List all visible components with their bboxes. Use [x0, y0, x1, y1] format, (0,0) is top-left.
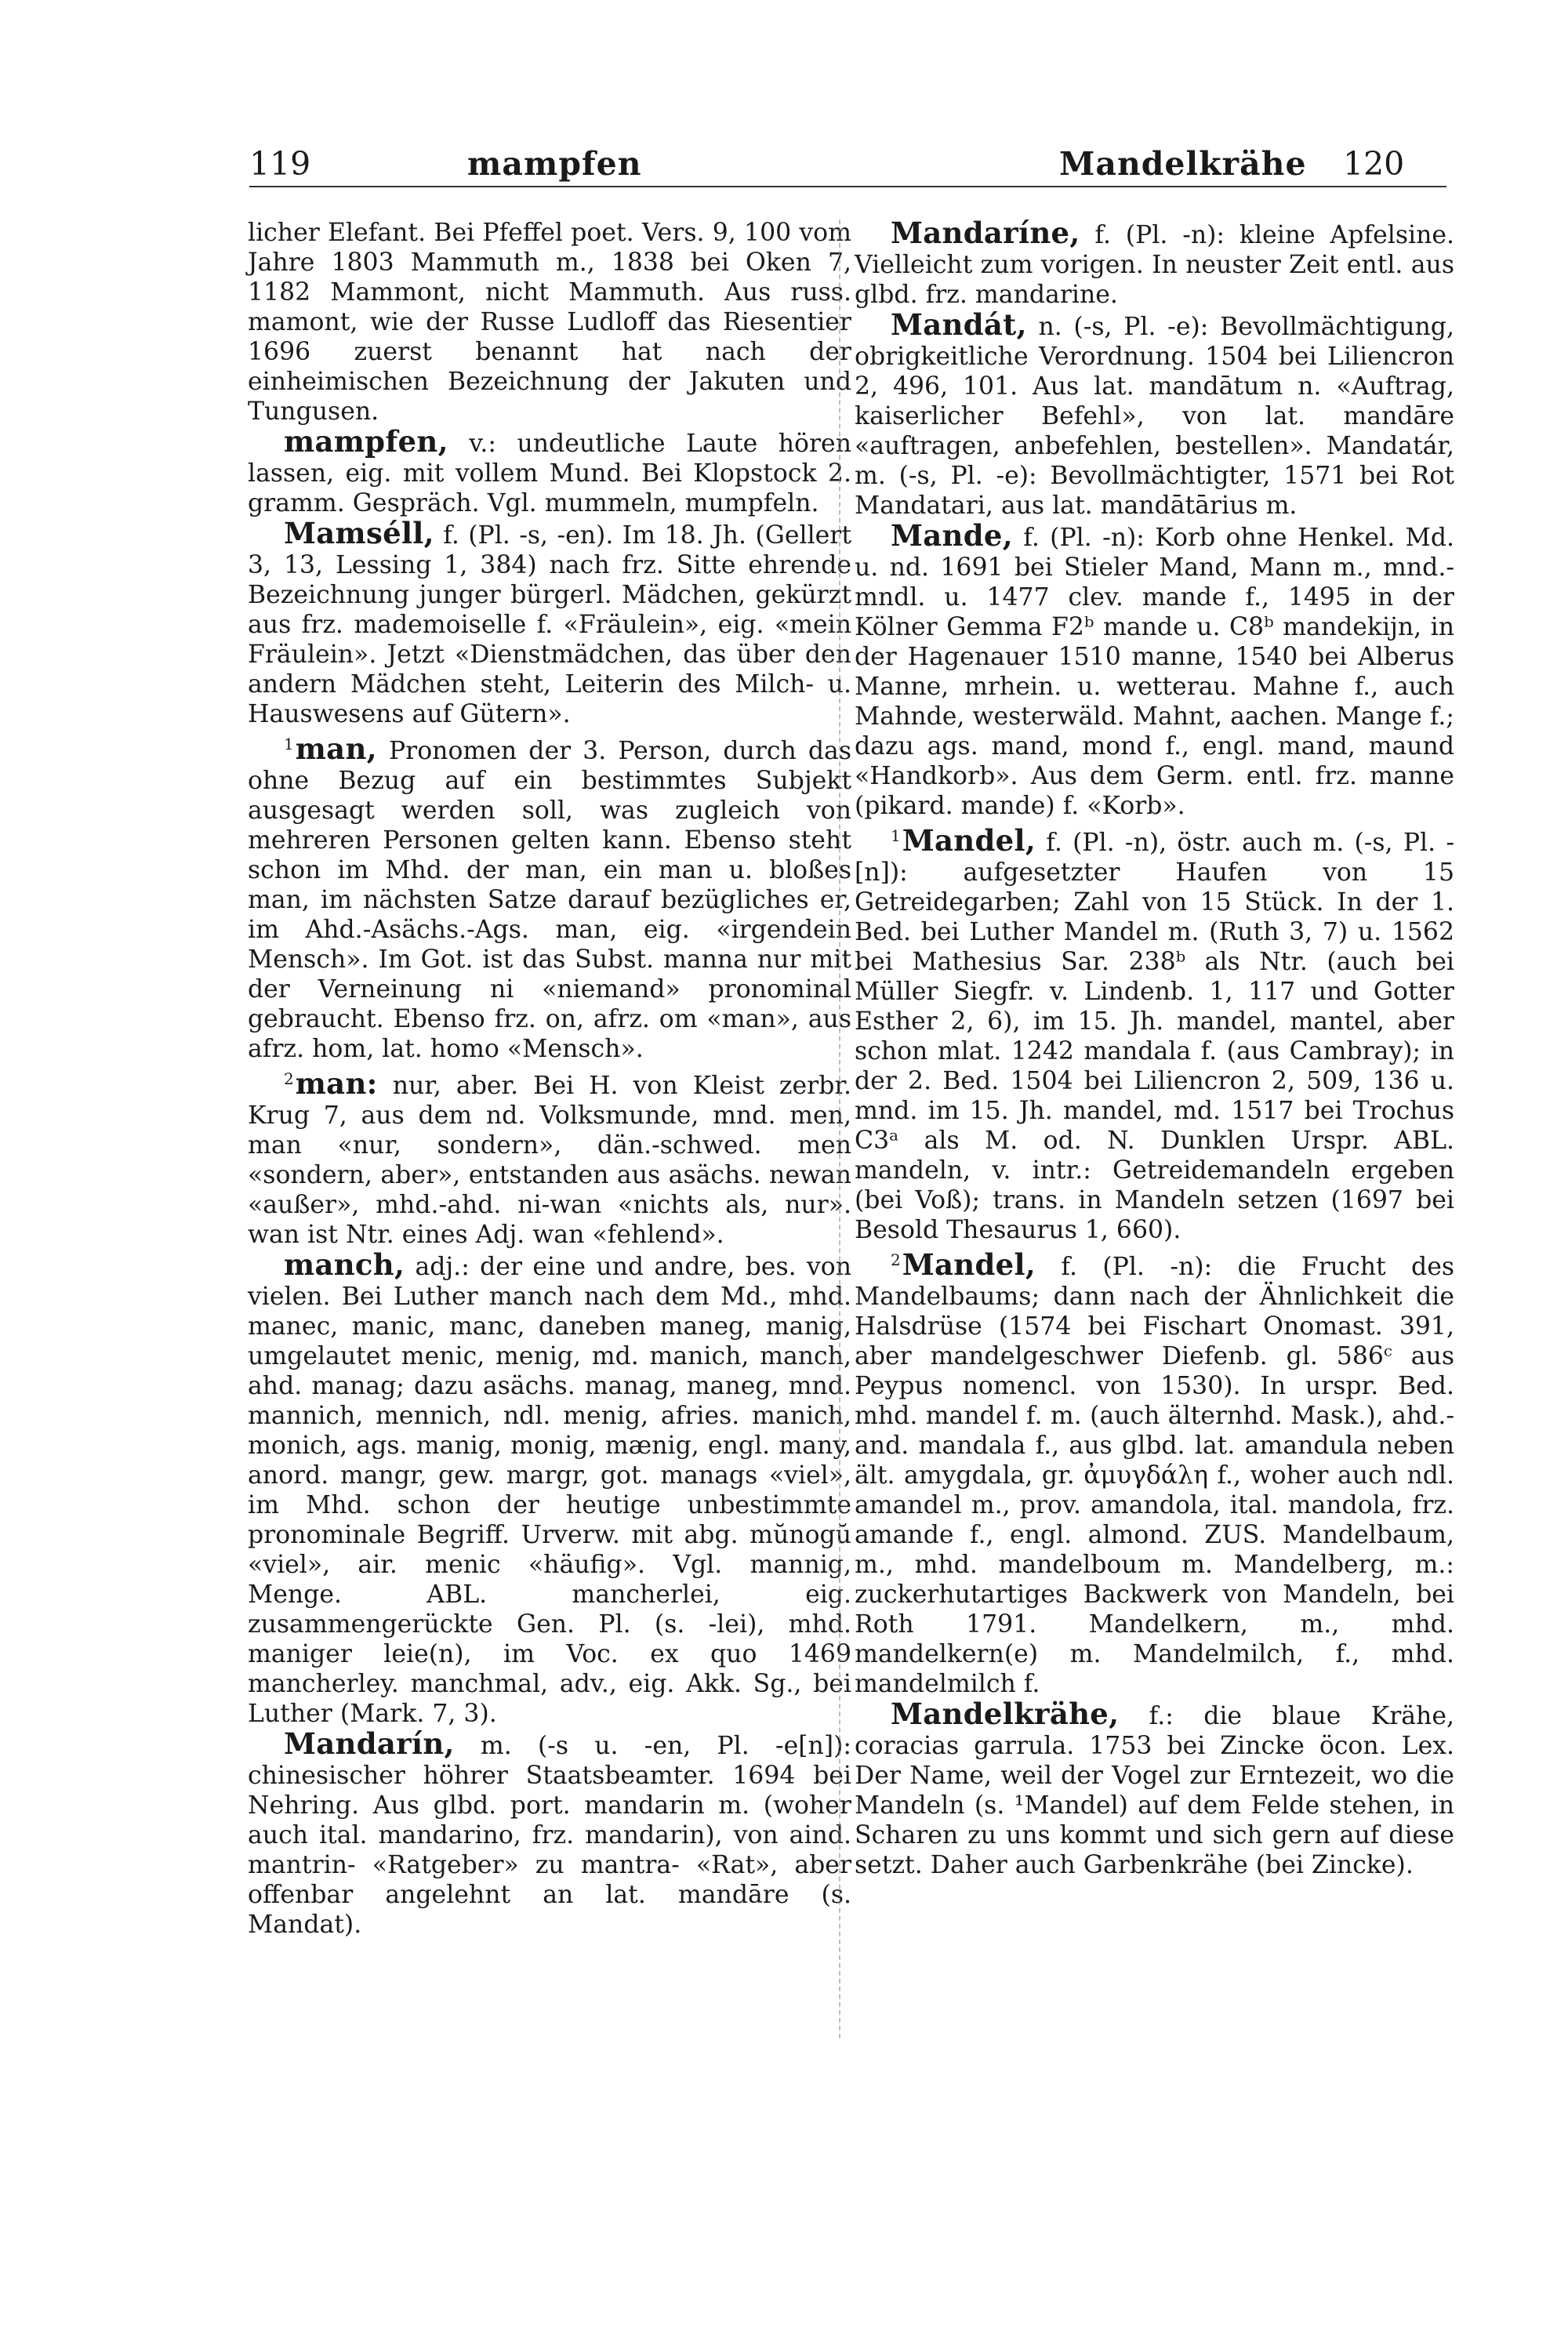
entry-text: östr. auch m. (-s, Pl. -[n]): aufgesetzter Haufen von 15 Getreidegarben; Zahl von 15 Stück. In der 1. Bed. bei Luther Mandel m. (Ruth 3, 7) u. 1562 bei Mathesius Sar. 238ᵇ als Ntr. (auch bei Müller Siegfr. v. Lindenb. 1, 117 und Gotter Esther 2, 6), im 15. Jh. mandel, mantel, aber schon mlat. 1242 mandala f. (aus Cambray); in der 2. Bed. 1504 bei Liliencron 2, 509, 136 u. mnd. im 15. Jh. mandel, md. 1517 bei Trochus C3ᵃ als M. od. N. Dunklen Urspr. ABL. mandeln, v. intr.: Getreidemandeln ergeben (bei Voß); trans. in Mandeln setzen (1697 bei Besold Thesaurus 1, 660). — [855, 829, 1455, 1244]
entry-text: Im 18. Jh. (Gellert 3, 13, Lessing 1, 384) nach frz. Sitte ehrende Bezeichnung junger bürgerl. Mädchen, gekürzt aus frz. mademoiselle f. «Fräulein», eig. «mein Fräulein». Jetzt «Dienstmädchen, das über den andern Mädchen steht, Leiterin des Milch- u. Hauswesens auf Gütern». — [248, 521, 851, 728]
entry-text: Korb ohne Henkel. Md. u. nd. 1691 bei Stieler Mand, Mann m., mnd.-mndl. u. 1477 clev. mande f., 1495 in der Kölner Gemma F2ᵇ mande u. C8ᵇ mandekijn, in der Hagenauer 1510 manne, 1540 bei Alberus Manne, mrhein. u. wetterau. Mahne f., auch Mahnde, westerwäld. Mahnt, aachen. Mange f.; dazu ags. mand, mond f., engl. mand, maund «Handkorb». Aus dem Germ. entl. frz. manne (pikard. mande) f. «Korb». — [855, 524, 1454, 820]
entry-text: undeutliche Laute hören lassen, eig. mit vollem Mund. Bei Klopstock 2. gramm. Gespräch. Vgl. mummeln, mumpfeln. — [248, 430, 851, 517]
dictionary-entry — [855, 307, 1454, 521]
entry-text: Pronomen der 3. Person, durch das ohne Bezug auf ein bestimmtes Subjekt ausgesagt werden soll, was zugleich von mehreren Personen gelten kann. Ebenso steht schon im Mhd. der man, ein man u. bloßes man, im nächsten Satze darauf bezügliches er, im Ahd.-Asächs.-Ags. man, eig. «irgendein Mensch». Im Got. ist das Subst. manna nur mit der Verneinung ni «niemand» pronominal gebraucht. Ebenso frz. on, afrz. om «man», aus afrz. hom, lat. homo «Mensch». — [248, 737, 851, 1063]
entry-grammar: f.: — [1149, 1702, 1174, 1730]
entry-grammar: m. (-s u. -en, Pl. -e[n]): — [480, 1732, 851, 1760]
entry-grammar: v.: — [469, 430, 496, 458]
entry-grammar: f. (Pl. -n): — [1094, 221, 1225, 249]
entry-text: die blaue Krähe, coracias garrula. 1753 bei Zincke öcon. Lex. Der Name, weil der Vogel zur Erntezeit, wo die Mandeln (s. ¹Mandel) auf dem Felde stehen, in Scharen zu uns kommt und sich gern auf diese setzt. Daher auch Garbenkrähe (bei Zincke). — [855, 1702, 1455, 1879]
left-column — [248, 218, 851, 1940]
entry-text: der eine und andre, bes. von vielen. Bei Luther manch nach dem Md., mhd. manec, manic, manc, daneben maneg, manig, umgelautet menic, menig, md. manich, manch, ahd. manag; dazu asächs. manag, maneg, mnd. mannich, mennich, ndl. menig, afries. manich, monich, ags. manig, monig, mænig, engl. many, anord. mangr, gew. margr, got. manags «viel», im Mhd. schon der heutige unbestimmte pronominale Begriff. Urverw. mit abg. mŭnogŭ «viel», air. menic «häufig». Vgl. mannig, Menge. ABL. mancherlei, eig. zusammengerückte Gen. Pl. (s. -lei), mhd. maniger leie(n), im Voc. ex quo 1469 mancherley. manchmal, adv., eig. Akk. Sg., bei Luther (Mark. 7, 3). — [248, 1253, 851, 1728]
entry-headword: Mandel, — [902, 1247, 1036, 1282]
left-guide-word: mampfen — [467, 145, 642, 183]
entry-grammar: n. (-s, Pl. -e): — [1038, 313, 1209, 341]
dictionary-entry — [248, 1247, 851, 1729]
dictionary-entry — [855, 1699, 1454, 1880]
right-column — [855, 218, 1454, 1880]
entry-text: licher Elefant. Bei Pfeffel poet. Vers. 9, 100 vom Jahre 1803 Mammuth m., 1838 bei Oken 7, 1182 Mammont, nicht Mammuth. Aus russ. mamont, wie der Russe Ludloff das Riesentier 1696 zuerst benannt hat nach der einheimischen Bezeichnung der Jakuten und Tungusen. — [248, 219, 851, 426]
dictionary-entry — [855, 1245, 1454, 1699]
dictionary-entry — [855, 218, 1454, 310]
entry-headword: man: — [295, 1066, 378, 1101]
homonym-number: 2 — [891, 1250, 901, 1269]
left-page-number: 119 — [249, 145, 311, 183]
entry-headword: Mandel, — [902, 823, 1036, 858]
dictionary-entry — [248, 1064, 851, 1250]
entry-text: Bevollmächtigung, obrigkeitliche Verordnung. 1504 bei Liliencron 2, 496, 101. Aus lat. mandātum n. «Auftrag, kaiserlicher Befehl», von lat. mandāre «auftragen, anbefehlen, bestellen». Mandatár, m. (-s, Pl. -e): Bevollmächtigter, 1571 bei Rot Mandatari, aus lat. mandātārius m. — [855, 313, 1454, 520]
entry-headword: Mandarín, — [284, 1726, 455, 1761]
dictionary-entry — [855, 518, 1454, 821]
entry-text: kleine Apfelsine. Vielleicht zum vorigen. In neuster Zeit entl. aus glbd. frz. mandarine. — [855, 221, 1455, 309]
entry-headword: manch, — [284, 1247, 405, 1282]
dictionary-entry — [248, 518, 851, 729]
homonym-number: 1 — [891, 826, 901, 845]
right-guide-word: Mandelkrähe — [1059, 145, 1307, 183]
entry-grammar: f. (Pl. -n), — [1046, 829, 1167, 857]
entry-grammar: f. (Pl. -n): — [1061, 1253, 1213, 1281]
dictionary-entry — [248, 218, 851, 426]
homonym-number: 2 — [284, 1069, 294, 1088]
entry-headword: Mandelkrähe, — [891, 1697, 1120, 1731]
entry-text: nur, aber. Bei H. von Kleist zerbr. Krug 7, aus dem nd. Volksmunde, mnd. men, man «nur, sondern», dän.-schwed. men «sondern, aber», entstanden aus asächs. newan «außer», mhd.-ahd. ni-wan «nichts als, nur». wan ist Ntr. eines Adj. wan «fehlend». — [248, 1072, 851, 1249]
homonym-number: 1 — [284, 735, 294, 753]
entry-headword: Mande, — [891, 518, 1013, 553]
entry-headword: Mandaríne, — [891, 216, 1080, 250]
dictionary-entry — [248, 426, 851, 518]
entry-text: chinesischer höhrer Staatsbeamter. 1694 bei Nehring. Aus glbd. port. mandarin m. (woher auch ital. mandarino, frz. mandarin), von aind. mantrin- «Ratgeber» zu mantra- «Rat», aber offenbar angelehnt an lat. mandāre (s. Mandat). — [248, 1762, 851, 1939]
entry-text: die Frucht des Mandelbaums; dann nach der Ähnlichkeit die Halsdrüse (1574 bei Fischart Onomast. 391, aber mandelgeschwer Diefenb. gl. 586ᶜ aus Peypus nomencl. von 1530). In urspr. Bed. mhd. mandel f. m. (auch älternhd. Mask.), ahd.-and. mandala f., aus glbd. lat. amandula neben ält. amygdala, gr. ἀμυγδάλη f., woher auch ndl. amandel m., prov. amandola, ital. mandola, frz. amande f., engl. almond. ZUS. Mandelbaum, m., mhd. mandelboum m. Mandelberg, m.: zuckerhutartiges Backwerk von Mandeln, bei Roth 1791. Mandelkern, m., mhd. mandelkern(e) m. Mandelmilch, f., mhd. mandelmilch f. — [855, 1253, 1455, 1698]
dictionary-entry — [248, 1726, 851, 1940]
right-page-number: 120 — [1343, 145, 1405, 183]
entry-headword: Mamséll, — [284, 516, 434, 550]
entry-grammar: f. (Pl. -n): — [1023, 524, 1145, 552]
header-rule — [249, 186, 1446, 187]
entry-headword: Mandát, — [891, 307, 1027, 342]
running-header — [249, 145, 1446, 192]
dictionary-entry — [855, 821, 1454, 1245]
entry-grammar: f. (Pl. -s, -en). — [443, 521, 614, 550]
column-divider — [839, 220, 841, 2038]
entry-headword: mampfen, — [284, 424, 448, 459]
dictionary-entry — [248, 729, 851, 1064]
entry-headword: man, — [295, 731, 377, 766]
entry-grammar: adj.: — [415, 1253, 470, 1281]
